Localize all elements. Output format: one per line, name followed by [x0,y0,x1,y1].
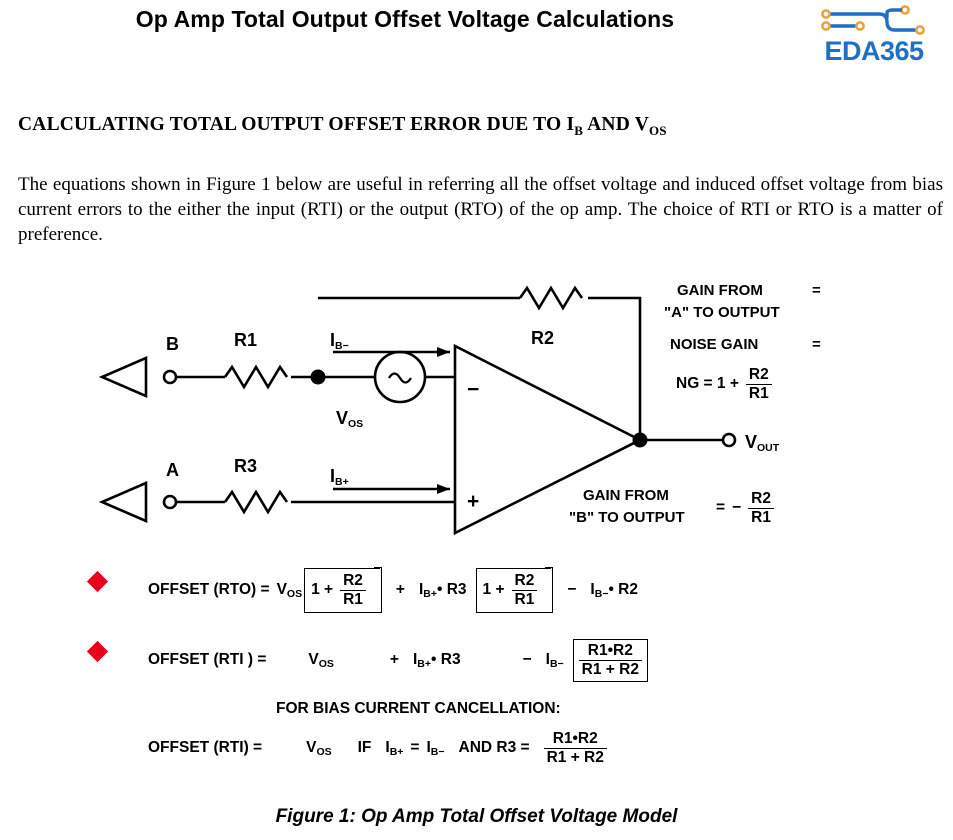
rti2-and: AND R3 = [458,739,530,757]
gain-note-b-line1: GAIN FROM [583,487,669,504]
equation-offset-rto [148,568,638,613]
gain-b-fraction: $\frac{R2}{R1}$ [748,490,774,527]
bullet-diamond-rto [87,571,108,592]
intro-paragraph: The equations shown in Figure 1 below are useful in referring all the offset voltage and induced offset voltage from bias current errors to the either the input (RTI) or the output (RTO) of the op amp. The choice of RTI or RTO is a matter of preference. [18,174,943,245]
rto-ibminus: IB−• R2 [590,580,638,600]
rto-bracket-2: 1 + $\frac{R2}{R1}$ [476,568,552,613]
figure-op-amp-offset-model [0,268,953,788]
rti2-fraction: $\frac{R1•R2}{R1 + R2}$ [544,730,607,767]
equation-offset-rti [148,639,650,682]
label-inverting-input: − [467,378,480,401]
rti-label: OFFSET (RTI ) = [148,651,267,669]
gain-note-b-line2: "B" TO OUTPUT [569,509,685,526]
rti2-vos: VOS [306,738,332,758]
rti2-label: OFFSET (RTI) = [148,739,263,757]
rto-label: OFFSET (RTO) = [148,581,270,599]
bias-cancellation-note: FOR BIAS CURRENT CANCELLATION: [276,700,561,717]
label-node-a: A [166,460,179,480]
rti-plus: + [389,651,399,669]
figure-caption: Figure 1: Op Amp Total Offset Voltage Model [275,806,678,827]
gain-note-a-line2: "A" TO OUTPUT [664,304,780,321]
rti-vos: VOS [308,650,334,670]
rti-minus: − [522,651,532,669]
rto-ibplus: IB+• R3 [418,580,467,600]
gain-note-a-equals: = [812,282,821,299]
logo-text: EDA365 [824,36,924,66]
section-heading-part1: CALCULATING TOTAL OUTPUT OFFSET ERROR DUE TO I [18,114,575,135]
page-title: Op Amp Total Output Offset Voltage Calculations [135,6,675,32]
rti-ibminus: IB− [545,650,564,670]
label-noninverting-input: + [467,490,480,513]
label-vout: VOUT [745,432,780,454]
section-heading-part2: AND V [583,114,649,135]
rto-bracket-1: 1 + $\frac{R2}{R1}$ [304,568,380,613]
label-ib-plus: IB+ [330,466,349,488]
rti2-equals: = [410,739,420,757]
label-ib-minus: IB− [330,330,349,352]
rti2-ibplus: IB+ [385,738,404,758]
label-r2: R2 [531,328,555,348]
bullet-diamond-rti [87,641,108,662]
eda365-logo [809,4,939,72]
section-heading-sub-ib: B [574,122,584,138]
label-node-b: B [166,334,179,354]
rto-plus: + [395,581,405,599]
gain-note-b-value: = − $\frac{R2}{R1}$ [716,490,774,527]
rti-ibplus: IB+• R3 [412,650,461,670]
label-r1: R1 [234,330,258,350]
circuit-logo-icon [817,4,931,38]
rti2-ibminus: IB− [426,738,445,758]
noise-gain-fraction: $\frac{R2}{R1}$ [746,366,772,403]
noise-gain-equals: = [812,336,821,353]
section-heading [18,114,667,139]
rti2-if: IF [357,739,372,757]
label-vos: VOS [336,408,364,430]
noise-gain-label: NOISE GAIN [670,336,759,353]
label-r3: R3 [234,456,258,476]
rti-parallel-box: $\frac{R1•R2}{R1 + R2}$ [573,639,648,682]
section-heading-sub-vos: OS [648,122,667,138]
gain-note-a-line1: GAIN FROM [677,282,763,299]
equation-offset-rti-cancellation [148,730,607,767]
rto-vos: VOS [276,580,303,600]
rto-minus: − [567,581,577,599]
noise-gain-formula: NG = 1 + $\frac{R2}{R1}$ [676,366,772,403]
